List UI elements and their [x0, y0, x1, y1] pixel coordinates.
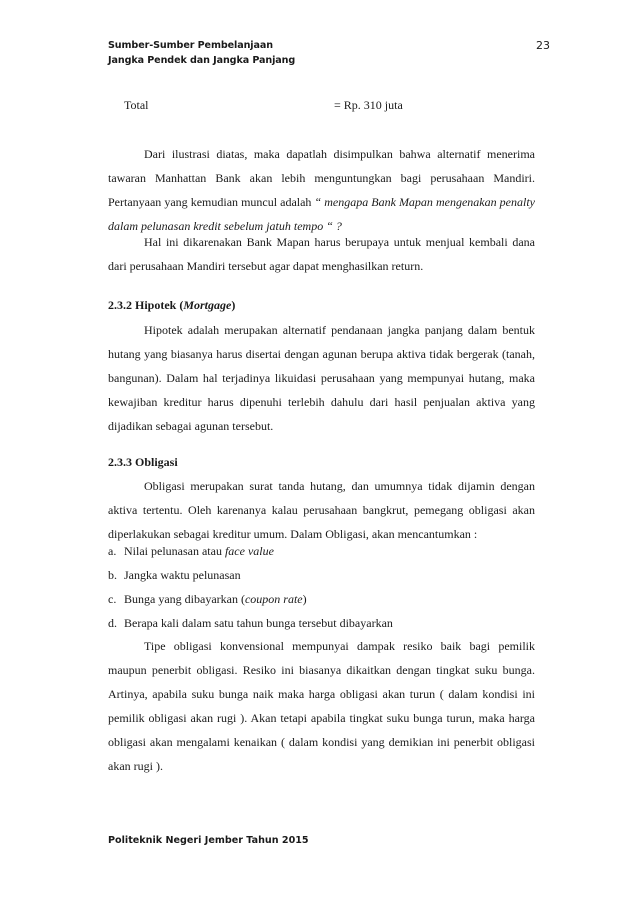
paragraph-conclusion-quote: “ mengapa Bank Mapan mengenakan penalty dalam pelunasan kredit sebelum jatuh tempo “ ? — [108, 195, 535, 233]
list-marker: a. — [108, 544, 117, 558]
list-item-italic: face value — [224, 544, 274, 558]
paragraph-obligasi-risk — [108, 634, 535, 778]
total-value: = Rp. 310 juta — [334, 98, 403, 112]
section-heading-hipotek — [108, 298, 235, 313]
heading-hipotek-prefix: 2.3.2 Hipotek ( — [108, 298, 184, 312]
page-number: 23 — [536, 39, 550, 52]
header-line-1: Sumber-Sumber Pembelanjaan — [108, 40, 273, 51]
list-item-text: Bunga yang dibayarkan ( — [124, 592, 245, 606]
list-item-text: Jangka waktu pelunasan — [124, 568, 241, 582]
paragraph-reason-text: Hal ini dikarenakan Bank Mapan harus berupaya untuk menjual kembali dana dari perusahaan Mandiri tersebut agar dapat menghasilkan return. — [108, 235, 535, 273]
paragraph-reason — [108, 230, 535, 278]
list-item — [108, 568, 241, 583]
paragraph-conclusion-text: Dari ilustrasi diatas, maka dapatlah disimpulkan bahwa alternatif menerima tawaran Manhattan Bank akan lebih menguntungkan bagi perusahaan Mandiri. Pertanyaan yang kemudian muncul adalah — [108, 147, 535, 209]
list-item-text: Nilai pelunasan atau — [124, 544, 225, 558]
list-item-after: ) — [302, 592, 307, 606]
list-item — [108, 616, 393, 631]
heading-hipotek-suffix: ) — [231, 298, 236, 312]
paragraph-obligasi-text: Obligasi merupakan surat tanda hutang, dan umumnya tidak dijamin dengan aktiva tertentu. Oleh karenanya kalau perusahaan bangkrut, pemegang obligasi akan diperlakukan sebagai kreditur umum. Dalam Obligasi, akan mencantumkan : — [108, 479, 535, 541]
paragraph-obligasi-risk-text: Tipe obligasi konvensional mempunyai dampak resiko baik bagi pemilik maupun penerbit obligasi. Resiko ini biasanya dikaitkan dengan tingkat suku bunga. Artinya, apabila suku bunga naik maka harga obligasi akan turun ( dalam kondisi ini pemilik obligasi akan rugi ). Akan tetapi apabila tingkat suku bunga turun, maka harga obligasi akan mengalami kenaikan ( dalam kondisi yang demikian ini penerbit obligasi akan rugi ). — [108, 639, 535, 773]
paragraph-conclusion — [108, 142, 535, 238]
list-marker: c. — [108, 592, 117, 606]
total-label: Total — [124, 98, 149, 112]
paragraph-obligasi — [108, 474, 535, 546]
header-line-2: Jangka Pendek dan Jangka Panjang — [108, 55, 296, 66]
paragraph-hipotek — [108, 318, 535, 438]
list-marker: b. — [108, 568, 117, 582]
list-item — [108, 592, 307, 607]
heading-hipotek-italic: Mortgage — [183, 298, 232, 312]
section-heading-obligasi: 2.3.3 Obligasi — [108, 455, 178, 469]
page-footer: Politeknik Negeri Jember Tahun 2015 — [108, 835, 309, 846]
list-marker: d. — [108, 616, 117, 630]
list-item — [108, 544, 274, 559]
list-item-text: Berapa kali dalam satu tahun bunga tersebut dibayarkan — [124, 616, 393, 630]
paragraph-hipotek-text: Hipotek adalah merupakan alternatif pendanaan jangka panjang dalam bentuk hutang yang biasanya harus disertai dengan agunan berupa aktiva tidak bergerak (tanah, bangunan). Dalam hal terjadinya likuidasi perusahaan yang mempunyai hutang, maka kewajiban kreditur harus dipenuhi terlebih dahulu dari hasil penjualan aktiva yang dijadikan sebagai agunan tersebut. — [108, 323, 535, 433]
list-item-italic: coupon rate — [244, 592, 303, 606]
running-header — [108, 38, 295, 68]
